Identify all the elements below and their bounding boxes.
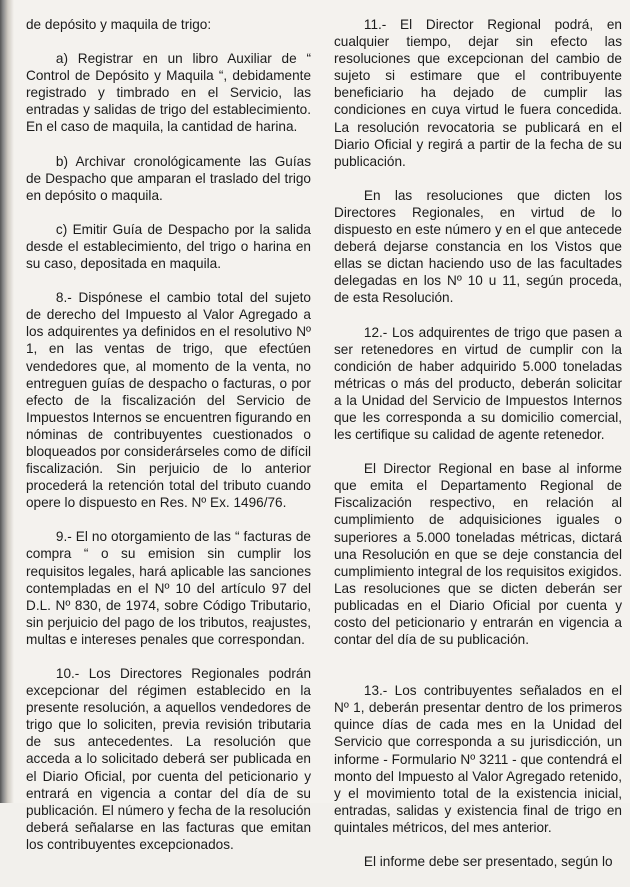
paragraph-report-presentation: El informe debe ser presentado, según lo	[363, 854, 613, 870]
paragraph-section-11: 11.- El Director Regional podrá, en cualquier tiempo, dejar sin efecto las resoluciones que excepcionan del cambio de sujeto si estimare que el contribuyente beneficiario ha dejado de cumplir las condiciones en cuya virtud le fuera concedida. La resolución revocatoria se publicará en el Diario Oficial y regirá a partir de la fecha de su publicación.	[334, 17, 622, 169]
paragraph-section-9: 9.- El no otorgamiento de las “ facturas de compra “ o su emision sin cumplir los requisitos legales, hará aplicable las sanciones contempladas en el Nº 10 del artículo 97 del D.L. Nº 830, de 1974, sobre Código Tributario, sin perjuicio del pago de los tributos, reajustes, multas e intereses penales que correspondan.	[26, 529, 311, 647]
right-column	[334, 16, 622, 887]
paragraph-continuation: de depósito y maquila de trigo:	[26, 17, 212, 32]
paragraph-section-12: 12.- Los adquirentes de trigo que pasen a ser retenedores en virtud de cumplir con la condición de haber adquirido 5.000 toneladas métricas o más del producto, deberán solicitar a la Unidad del Servicio de Impuestos Internos que les corresponda a su domicilio comercial, les certifique su calidad de agente retenedor.	[334, 324, 622, 443]
paragraph-item-c: c) Emitir Guía de Despacho por la salida desde el establecimiento, del trigo o harina en su caso, depositada en maquila.	[26, 221, 311, 272]
scan-binding-edge	[0, 0, 14, 803]
paragraph-item-b: b) Archivar cronológicamente las Guías de Despacho que amparan el traslado del trigo en depósito o maquila.	[26, 153, 311, 203]
paragraph-section-13: 13.- Los contribuyentes señalados en el Nº 1, deberán presentar dentro de los primeros quince días de cada mes en la Unidad del Servicio que corresponda a su jurisdicción, un informe - Formulario Nº 3211 - que contendrá el monto del Impuesto al Valor Agregado retenido, y el movimiento total de la existencia inicial, entradas, salidas y existencia final de trigo en quintales métricos, del mes anterior.	[334, 683, 622, 835]
paragraph-regional-director-report: El Director Regional en base al informe que emita el Departamento Regional de Fiscalización respectivo, en relación al cumplimiento de adquisiciones iguales o superiores a 5.000 toneladas métricas, dictará una Resolución en que se deje constancia del cumplimiento integral de los requisitos exigidos. Las resoluciones que se dicten deberán ser publicadas en el Diario Oficial por cuenta y costo del peticionario y entrarán en vigencia a contar del día de su publicación.	[334, 461, 622, 648]
paragraph-section-8: 8.- Dispónese el cambio total del sujeto de derecho del Impuesto al Valor Agregado a los adquirentes ya definidos en el resolutivo Nº 1, en las ventas de trigo, que efectúen vendedores que, al momento de la venta, no entreguen guías de despacho o facturas, o por efecto de la fiscalización del Servicio de Impuestos Internos se encuentren figurando en nóminas de contribuyentes cuestionados o bloqueados por considerárseles como de difícil fiscalización. Sin perjuicio de lo anterior procederá la retención total del tributo cuando opere lo dispuesto en Res. Nº Ex. 1496/76.	[26, 290, 311, 511]
paragraph-section-10: 10.- Los Directores Regionales podrán excepcionar del régimen establecido en la presente resolución, a aquellos vendedores de trigo que lo soliciten, previa revisión tributaria de sus antecedentes. La resolución que acceda a lo solicitado deberá ser publicada en el Diario Oficial, por cuenta del peticionario y entrará en vigencia a contar del día de su publicación. El número y fecha de la resolución deberá señalarse en las facturas que emitan los contribuyentes excepcionados.	[26, 666, 311, 852]
paragraph-item-a: a) Registrar en un libro Auxiliar de “ Control de Depósito y Maquila “, debidamente registrado y timbrado en el Servicio, las entradas y salidas de trigo del establecimiento. En el caso de maquila, la cantidad de harina.	[26, 51, 311, 135]
paragraph-regional-resolutions: En las resoluciones que dicten los Directores Regionales, en virtud de lo dispuesto en este número y en el que antecede deberá dejarse constancia en los Vistos que ellas se dictan haciendo uso de las facultades delegadas en los Nº 10 u 11, según proceda, de esta Resolución.	[334, 187, 622, 306]
left-column	[26, 16, 311, 870]
